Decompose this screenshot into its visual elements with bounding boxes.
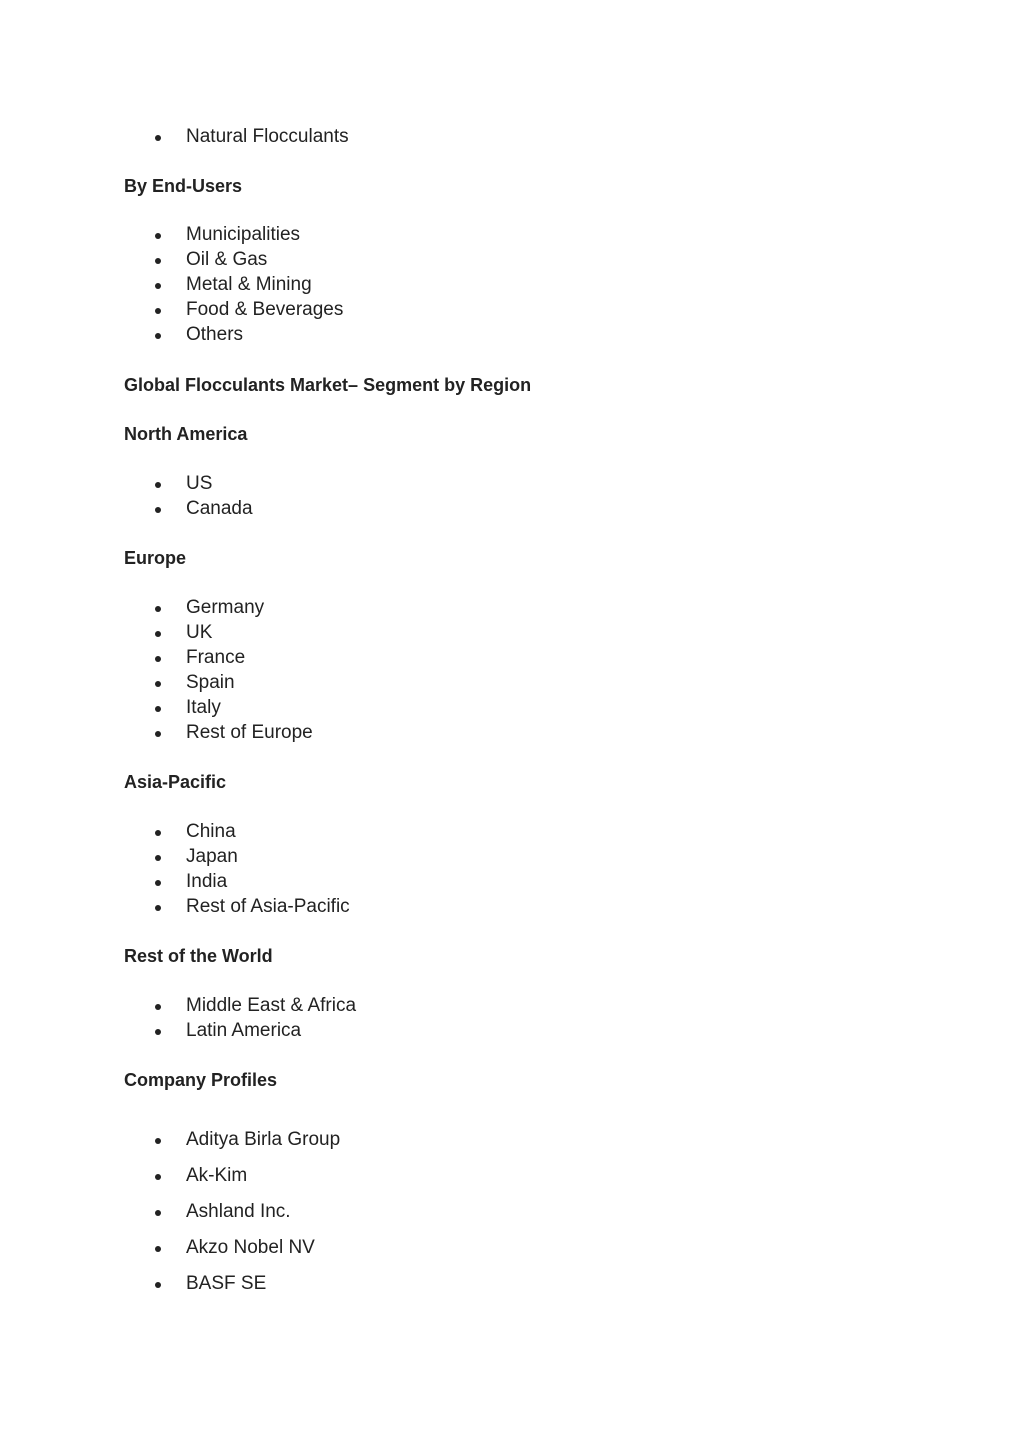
list-item <box>0 496 600 521</box>
bullet-icon <box>155 681 161 687</box>
flocculant-type-list <box>0 124 600 149</box>
bullet-icon <box>155 905 161 911</box>
list-item <box>0 595 600 620</box>
list-item-label: Metal & Mining <box>186 274 312 295</box>
list-item-label: Food & Beverages <box>186 299 344 320</box>
bullet-icon <box>155 830 161 836</box>
list-item-label: Spain <box>186 672 235 693</box>
list-item-label: France <box>186 647 246 668</box>
list-item <box>0 869 600 894</box>
list-item-label: UK <box>186 622 213 643</box>
bullet-icon <box>155 706 161 712</box>
bullet-icon <box>155 1029 161 1035</box>
bullet-icon <box>155 631 161 637</box>
list-item-label: Akzo Nobel NV <box>186 1237 315 1258</box>
list-item-label: Others <box>186 324 244 345</box>
list-item <box>0 819 600 844</box>
list-item <box>0 645 600 670</box>
list-item <box>0 620 600 645</box>
list-item <box>0 670 600 695</box>
list-item-label: Rest of Asia-Pacific <box>186 896 350 917</box>
bullet-icon <box>155 855 161 861</box>
bullet-icon <box>155 1246 161 1252</box>
list-item <box>0 272 600 297</box>
list-item-label: Municipalities <box>186 224 301 245</box>
rest-of-world-list <box>0 993 600 1043</box>
list-item <box>0 720 600 745</box>
company-profiles-heading: Company Profiles <box>124 1070 278 1090</box>
list-item <box>0 1194 600 1230</box>
bullet-icon <box>155 233 161 239</box>
list-item <box>0 247 600 272</box>
list-item <box>0 894 600 919</box>
list-item-label: China <box>186 821 236 842</box>
list-item-label: Rest of Europe <box>186 722 313 743</box>
north-america-list <box>0 471 600 521</box>
asia-pacific-list <box>0 819 600 919</box>
list-item <box>0 222 600 247</box>
bullet-icon <box>155 656 161 662</box>
bullet-icon <box>155 333 161 339</box>
bullet-icon <box>155 1138 161 1144</box>
north-america-heading: North America <box>124 424 248 444</box>
region-segment-title: Global Flocculants Market– Segment by Region <box>124 375 532 395</box>
list-item-label: Japan <box>186 846 238 867</box>
list-item-label: Latin America <box>186 1020 302 1041</box>
bullet-icon <box>155 1174 161 1180</box>
bullet-icon <box>155 283 161 289</box>
bullet-icon <box>155 258 161 264</box>
list-item-label: Italy <box>186 697 221 718</box>
bullet-icon <box>155 880 161 886</box>
list-item-label: US <box>186 473 213 494</box>
list-item <box>0 844 600 869</box>
list-item <box>0 1018 600 1043</box>
list-item <box>0 1230 600 1266</box>
asia-pacific-heading: Asia-Pacific <box>124 772 227 792</box>
list-item-label: Middle East & Africa <box>186 995 357 1016</box>
bullet-icon <box>155 731 161 737</box>
list-item <box>0 993 600 1018</box>
list-item <box>0 1158 600 1194</box>
list-item-label: Ashland Inc. <box>186 1201 291 1222</box>
bullet-icon <box>155 1004 161 1010</box>
list-item-label: Germany <box>186 597 265 618</box>
rest-of-world-heading: Rest of the World <box>124 946 273 966</box>
list-item-label: Ak-Kim <box>186 1165 248 1186</box>
list-item-label: Natural Flocculants <box>186 126 349 147</box>
list-item <box>0 471 600 496</box>
list-item <box>0 1266 600 1302</box>
list-item-label: BASF SE <box>186 1273 267 1294</box>
bullet-icon <box>155 1282 161 1288</box>
europe-heading: Europe <box>124 548 187 568</box>
list-item-label: Oil & Gas <box>186 249 268 270</box>
list-item-label: India <box>186 871 228 892</box>
bullet-icon <box>155 135 161 141</box>
list-item <box>0 297 600 322</box>
end-users-heading: By End-Users <box>124 176 243 196</box>
end-users-list <box>0 222 600 347</box>
list-item <box>0 322 600 347</box>
list-item-label: Canada <box>186 498 253 519</box>
bullet-icon <box>155 606 161 612</box>
list-item <box>0 695 600 720</box>
company-profiles-list <box>0 1122 600 1302</box>
bullet-icon <box>155 507 161 513</box>
europe-list <box>0 595 600 745</box>
bullet-icon <box>155 1210 161 1216</box>
list-item <box>0 1122 600 1158</box>
list-item <box>0 124 600 149</box>
bullet-icon <box>155 308 161 314</box>
bullet-icon <box>155 482 161 488</box>
list-item-label: Aditya Birla Group <box>186 1129 341 1150</box>
